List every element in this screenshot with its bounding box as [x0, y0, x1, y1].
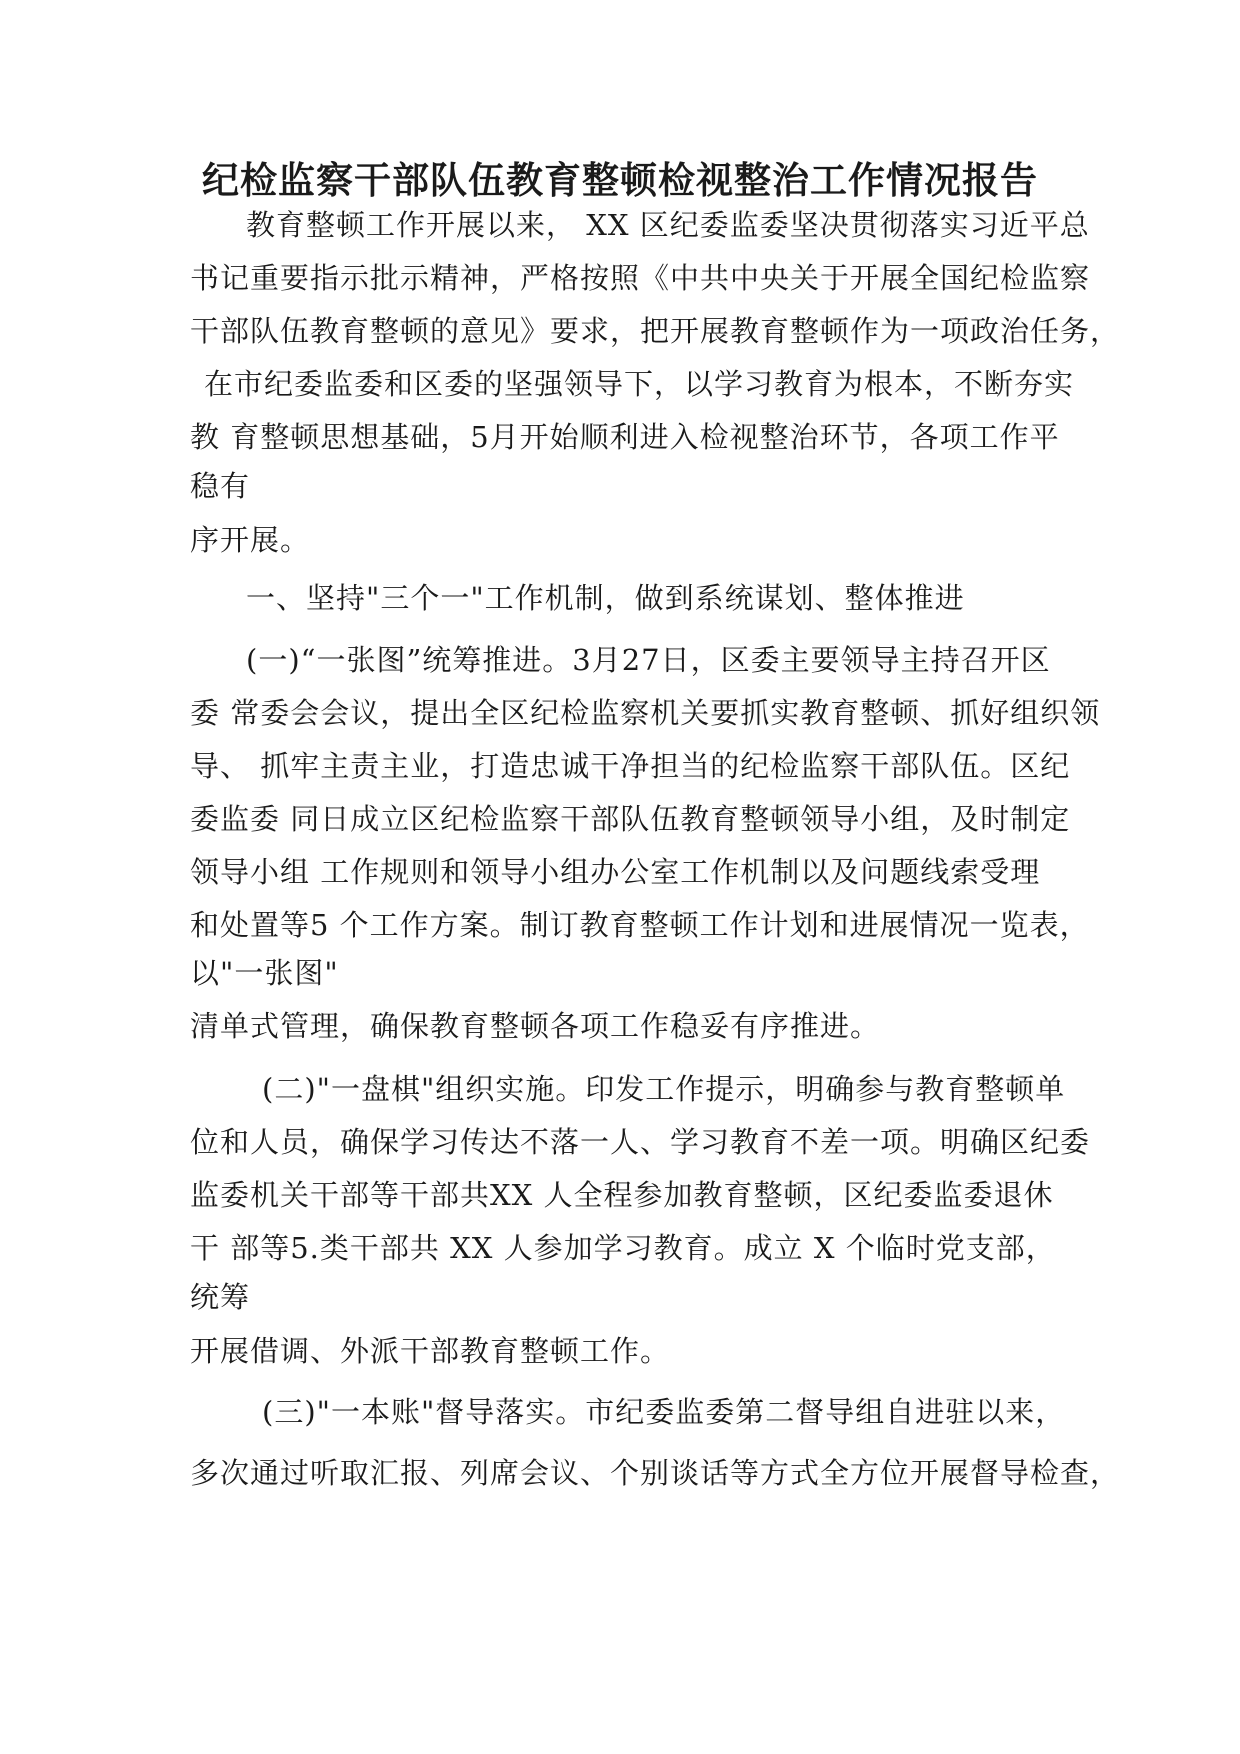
paragraph-line: (三)"一本账"督导落实。市纪委监委第二督导组自进驻以来，	[262, 1395, 1066, 1429]
paragraph-line: 多次通过听取汇报、列席会议、个别谈话等方式全方位开展督导检查，	[190, 1456, 1121, 1490]
paragraph-line: 序开展。	[190, 523, 311, 557]
paragraph-line: 位和人员，确保学习传达不落一人、学习教育不差一项。明确区纪委	[190, 1125, 1091, 1159]
paragraph-line: 教 育整顿思想基础，5月开始顺利进入检视整治环节，各项工作平	[190, 420, 1060, 454]
paragraph-line: 统筹	[190, 1280, 251, 1314]
document-title: 纪检监察干部队伍教育整顿检视整治工作情况报告	[202, 159, 1038, 202]
paragraph-line: 稳有	[190, 469, 251, 503]
paragraph-line: 导、 抓牢主责主业，打造忠诚干净担当的纪检监察干部队伍。区纪	[190, 749, 1071, 783]
paragraph-line: 和处置等5 个工作方案。制订教育整顿工作计划和进展情况一览表，	[190, 908, 1090, 942]
paragraph-line: 在市纪委监委和区委的坚强领导下，以学习教育为根本，不断夯实	[204, 367, 1075, 401]
paragraph-line: 委监委 同日成立区纪检监察干部队伍教育整顿领导小组，及时制定	[190, 802, 1071, 836]
paragraph-line: 清单式管理，确保教育整顿各项工作稳妥有序推进。	[190, 1009, 881, 1043]
paragraph-line: 监委机关干部等干部共XX 人全程参加教育整顿，区纪委监委退休	[190, 1178, 1054, 1212]
section-heading: 一、坚持"三个一"工作机制，做到系统谋划、整体推进	[246, 581, 965, 615]
paragraph-line: 干 部等5.类干部共 XX 人参加学习教育。成立 X 个临时党支部，	[190, 1231, 1056, 1265]
paragraph-line: 以"一张图"	[190, 956, 339, 990]
paragraph-line: (二)"一盘棋"组织实施。印发工作提示，明确参与教育整顿单	[262, 1072, 1066, 1106]
paragraph-line: 教育整顿工作开展以来， XX 区纪委监委坚决贯彻落实习近平总	[246, 208, 1090, 242]
paragraph-line: 干部队伍教育整顿的意见》要求，把开展教育整顿作为一项政治任务，	[190, 314, 1121, 348]
paragraph-line: 开展借调、外派干部教育整顿工作。	[190, 1334, 671, 1368]
paragraph-line: 委 常委会会议，提出全区纪检监察机关要抓实教育整顿、抓好组织领	[190, 696, 1101, 730]
paragraph-line: 领导小组 工作规则和领导小组办公室工作机制以及问题线索受理	[190, 855, 1041, 889]
paragraph-line: (一)“一张图”统筹推进。3月27日，区委主要领导主持召开区	[246, 643, 1051, 677]
paragraph-line: 书记重要指示批示精神，严格按照《中共中央关于开展全国纪检监察	[190, 261, 1091, 295]
